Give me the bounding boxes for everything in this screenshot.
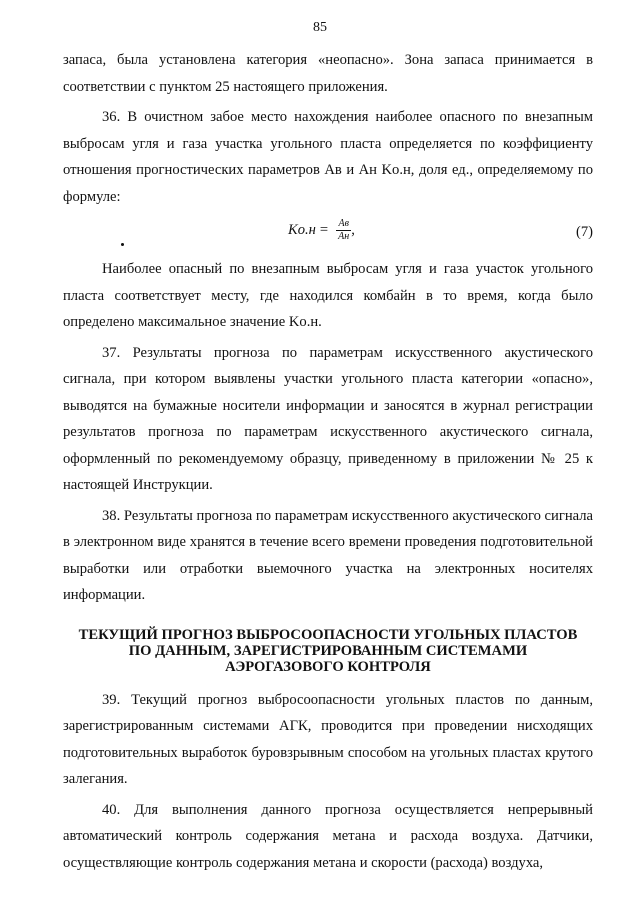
formula-expression xyxy=(288,218,355,243)
paragraph-40: 40. Для выполнения данного прогноза осуществляется непрерывный автоматический контроль содержания метана и расхода воздуха. Датчики, осуществляющие контроль содержания метана и скорости (расхода) воздуха, xyxy=(63,801,593,871)
equation-number: (7) xyxy=(575,224,593,240)
formula-tail: , xyxy=(351,222,355,238)
paragraph-continuation: запаса, была установлена категория «неопасно». Зона запаса принимается в соответствии с пунктом 25 настоящего приложения. xyxy=(63,52,593,95)
paragraph-37: 37. Результаты прогноза по параметрам искусственного акустического сигнала, при котором выявлены участки угольного пласта категории «опасно», выводятся на бумажные носители информации и заносятся в журнал регистрации результатов прогноза по параметрам искусственного акустического сигнала, оформленный по рекомендуемому образцу, приведенному в приложении № 25 к настоящей Инструкции. xyxy=(63,344,593,493)
heading-line-2: ПО ДАННЫМ, ЗАРЕГИСТРИРОВАННЫМ СИСТЕМАМИ xyxy=(128,642,528,659)
formula-fraction xyxy=(336,218,351,243)
formula-numerator: Aв xyxy=(338,218,349,229)
page-number: 85 xyxy=(313,20,327,35)
document-body xyxy=(63,47,593,880)
paragraph-36: 36. В очистном забое место нахождения наиболее опасного по внезапным выбросам угля и газа участка угольного пласта определяется по коэффициенту отношения прогностических параметров Aв и Aн Kо.н, доля ед., определяемому по формуле: xyxy=(63,109,593,205)
paragraph-38: 38. Результаты прогноза по параметрам искусственного акустического сигнала в электронном виде хранятся в течение всего времени проведения подготовительной выработки или отработки выемочного участка на электронных носителях информации. xyxy=(63,507,593,603)
formula-7 xyxy=(63,214,593,254)
stray-dot-mark xyxy=(121,243,124,246)
formula-lhs: Kо.н xyxy=(288,222,316,238)
paragraph-39: 39. Текущий прогноз выбросоопасности угольных пластов по данным, зарегистрированным системами АГК, проводится при проведении нисходящих подготовительных выработок буровзрывным способом на угольных пластах крутого залегания. xyxy=(63,691,593,787)
paragraph-36b: Наиболее опасный по внезапным выбросам угля и газа участок угольного пласта соответствует месту, где находился комбайн в то время, когда было определено максимальное значение Kо.н. xyxy=(63,261,593,330)
formula-equals: = xyxy=(319,222,329,238)
heading-line-1: ТЕКУЩИЙ ПРОГНОЗ ВЫБРОСООПАСНОСТИ УГОЛЬНЫХ ПЛАСТОВ xyxy=(78,626,578,643)
heading-line-3: АЭРОГАЗОВОГО КОНТРОЛЯ xyxy=(225,658,431,675)
section-heading xyxy=(63,627,593,675)
formula-denominator: Aн xyxy=(338,231,350,242)
